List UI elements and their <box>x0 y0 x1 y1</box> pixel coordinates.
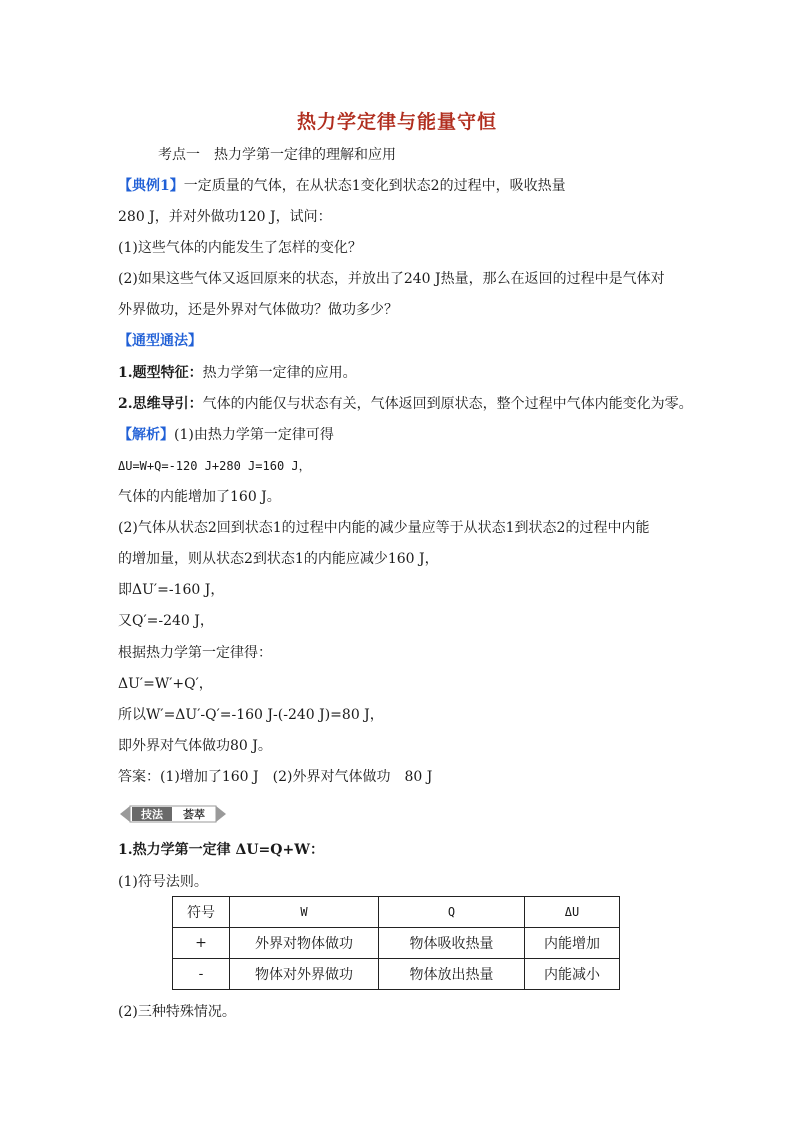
ribbon-left-text: 技法 <box>141 808 163 821</box>
solution-line-7: 又Q′=-240 J， <box>118 613 214 629</box>
solution-line-8: 根据热力学第一定律得： <box>118 645 272 661</box>
table-header-cell: Q <box>379 897 525 928</box>
table-row <box>173 959 620 990</box>
page-title: 热力学定律与能量守恒 <box>296 111 497 133</box>
table-header-cell: 符号 <box>173 897 230 928</box>
example-tag: 【典例1】 <box>118 178 184 194</box>
table-cell: - <box>173 959 230 990</box>
technique-ribbon <box>118 802 228 826</box>
method-guide <box>118 394 693 414</box>
table-cell: 物体吸收热量 <box>379 928 525 959</box>
sign-rule-subheading: (1)符号法则。 <box>118 874 208 890</box>
table-header-cell: ΔU <box>525 897 620 928</box>
solution-line-11: 即外界对气体做功80 J。 <box>118 738 272 754</box>
feature-label: 1.题型特征： <box>118 365 203 381</box>
solution-line-3: 气体的内能增加了160 J。 <box>118 489 281 505</box>
answer-line: 答案：(1)增加了160 J (2)外界对气体做功 80 J <box>118 769 433 785</box>
guide-label: 2.思维导引： <box>118 396 203 412</box>
table-cell: 外界对物体做功 <box>230 928 379 959</box>
solution-line-5: 的增加量，则从状态2到状态1的内能应减少160 J， <box>118 551 439 567</box>
law-heading: 1.热力学第一定律 ΔU=Q+W： <box>118 842 324 858</box>
special-cases-subheading: (2)三种特殊情况。 <box>118 1004 236 1020</box>
solution-line-4: (2)气体从状态2回到状态1的过程中内能的减少量应等于从状态1到状态2的过程中内能 <box>118 520 650 536</box>
sign-rule-table <box>172 896 620 990</box>
example-line-2: 280 J，并对外做功120 J，试问： <box>118 209 332 225</box>
table-cell: 内能增加 <box>525 928 620 959</box>
solution-line-2: ΔU=W+Q=-120 J+280 J=160 J， <box>118 459 311 473</box>
solution-line-1 <box>118 425 334 445</box>
ribbon-right-text: 荟萃 <box>183 808 205 821</box>
method-feature <box>118 363 357 383</box>
solution-line-6: 即ΔU′=-160 J， <box>118 582 225 598</box>
feature-text: 热力学第一定律的应用。 <box>202 365 357 381</box>
table-cell: 物体对外界做功 <box>230 959 379 990</box>
solution-tag: 【解析】 <box>118 427 174 443</box>
table-header-row <box>173 897 620 928</box>
section-subtitle: 考点一 热力学第一定律的理解和应用 <box>158 147 396 163</box>
table-row <box>173 928 620 959</box>
example-text-1: 一定质量的气体，在从状态1变化到状态2的过程中，吸收热量 <box>183 178 566 194</box>
solution-line-9: ΔU′=W′+Q′， <box>118 676 213 692</box>
question-2b: 外界做功，还是外界对气体做功？做功多少？ <box>118 302 398 318</box>
question-2a: (2)如果这些气体又返回原来的状态，并放出了240 J热量，那么在返回的过程中是气体对 <box>118 271 665 287</box>
table-cell: 内能减小 <box>525 959 620 990</box>
table-cell: + <box>173 928 230 959</box>
question-1: (1)这些气体的内能发生了怎样的变化？ <box>118 240 362 256</box>
example-line-1 <box>118 176 566 196</box>
method-tag: 【通型通法】 <box>118 333 202 349</box>
solution-line-10: 所以W′=ΔU′-Q′=-160 J-(-240 J)=80 J， <box>118 707 384 723</box>
table-cell: 物体放出热量 <box>379 959 525 990</box>
guide-text: 气体的内能仅与状态有关，气体返回到原状态，整个过程中气体内能变化为零。 <box>202 396 693 412</box>
table-header-cell: W <box>230 897 379 928</box>
solution-text-1: (1)由热力学第一定律可得 <box>174 427 334 443</box>
